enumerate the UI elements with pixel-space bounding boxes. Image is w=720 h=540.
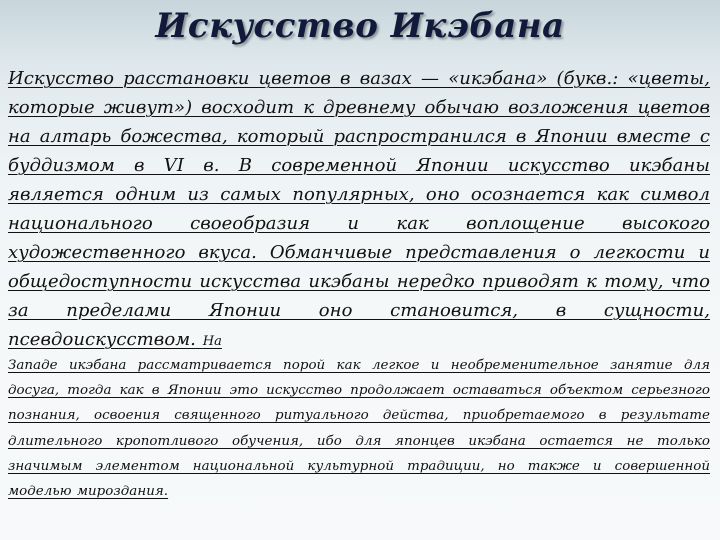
slide-title: Искусство Икэбана [155, 6, 565, 46]
body-text-large: Искусство расстановки цветов в вазах — «икэбана» (букв.: «цветы, которые живут») восходит к древнему обычаю возложения цветов на алтарь божества, который распространился в Японии вместе с буддизмом в VI в. В современной Японии искусство икэбаны является одним из самых популярных, оно осознается как символ национального своеобразия и как воплощение высокого художественного вкуса. Обманчивые представления о легкости и общедоступности искусства икэбаны нередко приводят к тому, что за пределами Японии оно становится, в сущности, псевдоискусством. [8, 68, 710, 350]
slide-body [8, 64, 710, 504]
body-text-tail: На [202, 334, 222, 349]
body-paragraph-small: Западе икэбана рассматривается порой как легкое и необременительное занятие для досуга, тогда как в Японии это искусство продолжает оставаться объектом серьезного познания, освоения священного ритуального действа, приобретаемого в результате длительного кропотливого обучения, ибо для японцев икэбана остается не только значимым элементом национальной культурной традиции, но также и совершенной моделью мироздания. [8, 358, 710, 500]
body-paragraph-large [8, 64, 710, 356]
